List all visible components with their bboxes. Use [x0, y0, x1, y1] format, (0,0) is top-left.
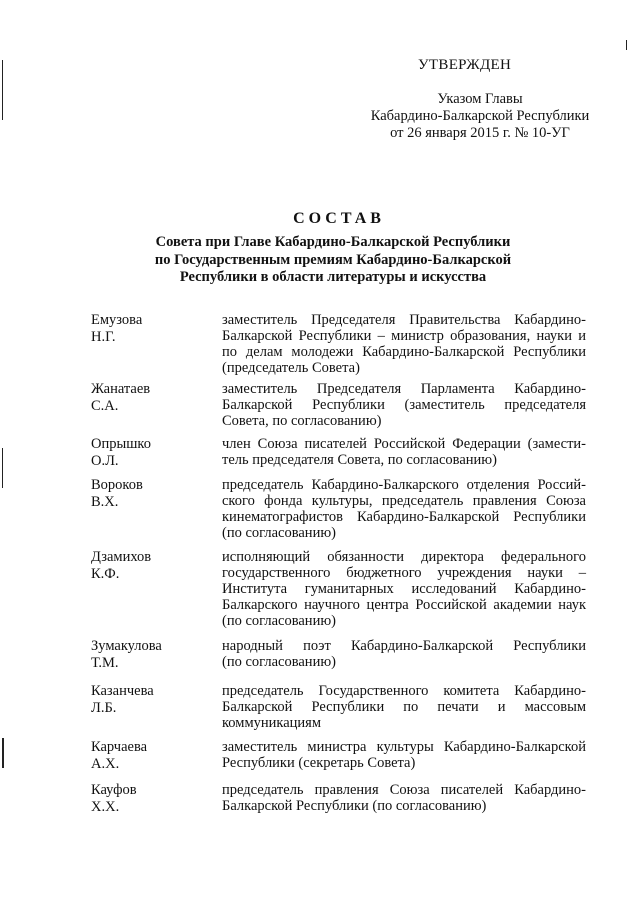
member-name: Зумакулова Т.М. — [91, 638, 162, 671]
description-line: (по согласованию) — [222, 654, 336, 670]
member-description — [222, 477, 586, 541]
description-line: кинематографистов Кабардино-Балкарской Республики — [222, 509, 586, 525]
description-line: Республики (секретарь Совета) — [222, 755, 416, 771]
description-line: (председатель Совета) — [222, 360, 360, 376]
scan-mark — [2, 738, 4, 768]
description-line: заместитель Председателя Парламента Кабардино- — [222, 381, 586, 397]
member-name: Карчаева А.Х. — [91, 739, 148, 772]
description-line: Совета, по согласованию) — [222, 413, 382, 429]
description-line: по делам молодежи Кабардино-Балкарской Республики — [222, 344, 586, 360]
member-description — [222, 638, 586, 670]
description-line: Института гуманитарных исследований Кабардино- — [222, 581, 586, 597]
description-line: член Союза писателей Российской Федерации (замести- — [222, 436, 586, 452]
description-line: ского фонда культуры, председатель правления Союза — [222, 493, 586, 509]
approval-line: Кабардино-Балкарской Республики — [370, 108, 590, 124]
member-name: Вороков В.Х. — [91, 477, 143, 510]
subtitle-line: Совета при Главе Кабардино-Балкарской Республики — [155, 234, 511, 250]
member-name: Жанатаев С.А. — [91, 381, 151, 414]
member-description — [222, 381, 586, 429]
member-name: Кауфов Х.Х. — [91, 782, 137, 815]
member-name: Казанчева Л.Б. — [91, 683, 154, 716]
description-line: исполняющий обязанности директора федерального — [222, 549, 586, 565]
description-line: государственного бюджетного учреждения науки – — [222, 565, 586, 581]
description-line: Балкарской Республики (по согласованию) — [222, 798, 487, 814]
member-name: Емузова Н.Г. — [91, 312, 143, 345]
approval-title: УТВЕРЖДЕН — [418, 57, 512, 73]
subtitle-line: Республики в области литературы и искусства — [179, 269, 487, 285]
description-line: председатель Кабардино-Балкарского отделения Россий- — [222, 477, 586, 493]
description-line: председатель правления Союза писателей Кабардино- — [222, 782, 586, 798]
description-line: заместитель министра культуры Кабардино-Балкарской — [222, 739, 586, 755]
scan-mark — [2, 448, 3, 488]
description-line: коммуникациям — [222, 715, 322, 731]
description-line: тель председателя Совета, по согласованию) — [222, 452, 497, 468]
description-line: Балкарской Республики – министр образования, науки и — [222, 328, 586, 344]
document-title: СОСТАВ — [293, 210, 385, 227]
member-name: Опрышко О.Л. — [91, 436, 151, 469]
member-description — [222, 312, 586, 376]
description-line: председатель Государственного комитета Кабардино- — [222, 683, 586, 699]
member-description — [222, 436, 586, 468]
member-description — [222, 739, 586, 771]
description-line: заместитель Председателя Правительства Кабардино- — [222, 312, 586, 328]
member-description — [222, 683, 586, 731]
scan-mark — [626, 40, 627, 50]
member-name: Дзамихов К.Ф. — [91, 549, 152, 582]
description-line: (по согласованию) — [222, 525, 336, 541]
approval-line: от 26 января 2015 г. № 10-УГ — [390, 125, 570, 141]
approval-line: Указом Главы — [437, 91, 523, 107]
description-line: Балкарской Республики (заместитель председателя — [222, 397, 586, 413]
scan-mark — [2, 60, 3, 120]
member-description — [222, 549, 586, 629]
description-line: Балкарской Республики по печати и массовым — [222, 699, 586, 715]
member-description — [222, 782, 586, 814]
document-subtitle — [110, 234, 556, 287]
subtitle-line: по Государственным премиям Кабардино-Балкарской — [154, 251, 512, 268]
description-line: народный поэт Кабардино-Балкарской Республики — [222, 638, 586, 654]
description-line: (по согласованию) — [222, 613, 336, 629]
description-line: Балкарского научного центра Российской академии наук — [222, 597, 586, 613]
